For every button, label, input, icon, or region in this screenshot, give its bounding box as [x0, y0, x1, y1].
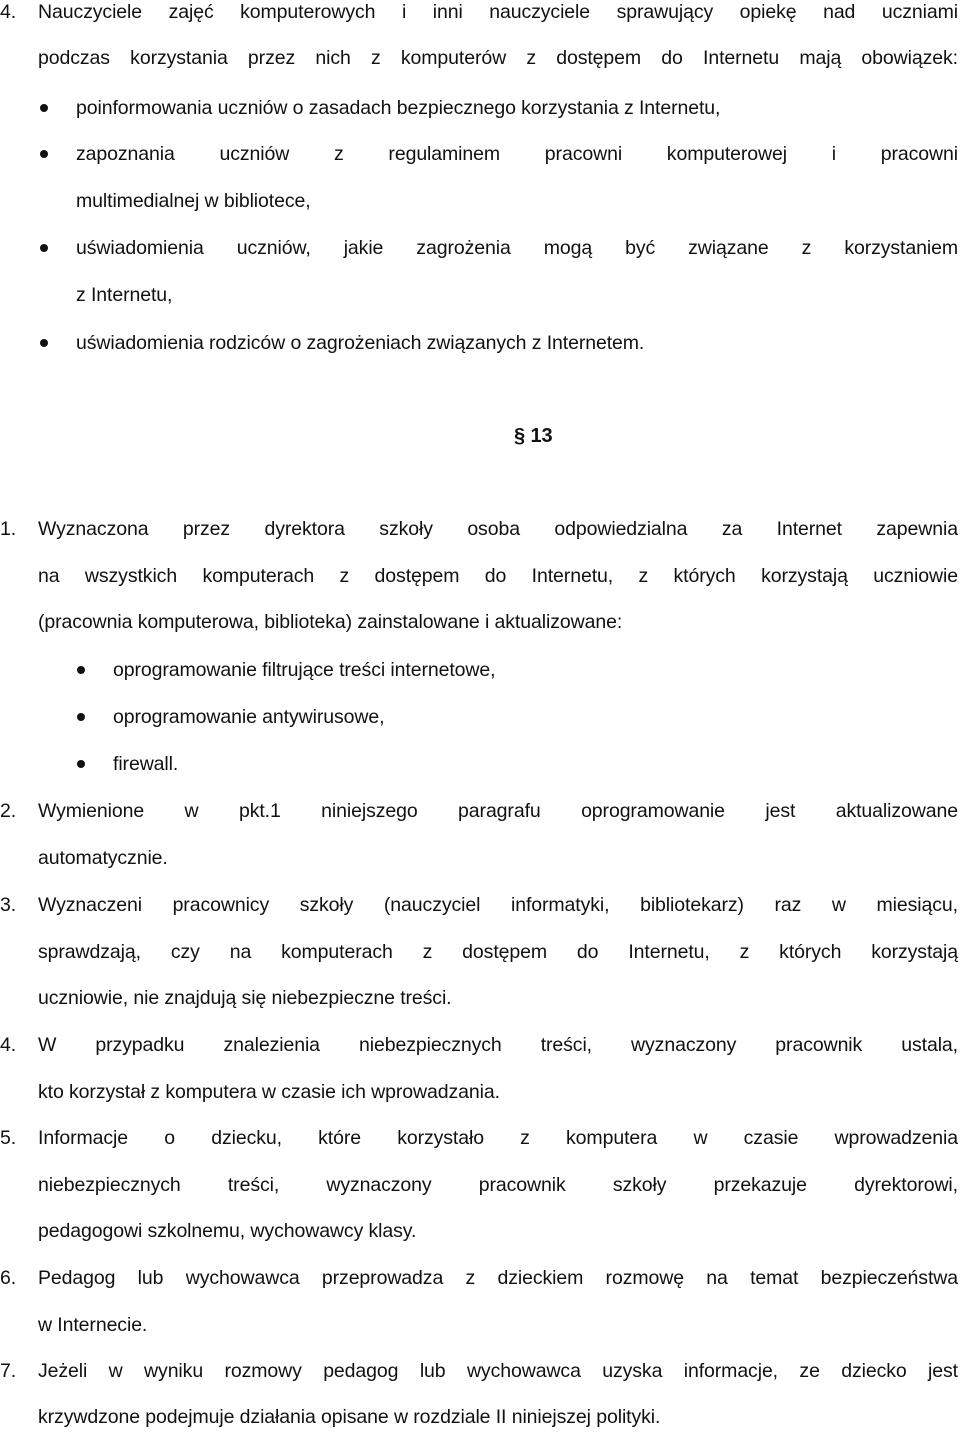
paragraph-line: krzywdzone podejmuje działania opisane w rozdziale II niniejszej polityki. [38, 1406, 661, 1428]
bullet-item: firewall. [113, 753, 179, 775]
paragraph-line: Jeżeli w wyniku rozmowy pedagog lub wychowawca uzyska informacje, ze dziecko jest [38, 1360, 958, 1382]
paragraph-line: Wymienione w pkt.1 niniejszego paragrafu oprogramowanie jest aktualizowane [38, 800, 958, 822]
bullet-dot [77, 666, 85, 674]
bullet-item-continuation: multimedialnej w bibliotece, [76, 190, 311, 212]
item-number: 2. [0, 800, 17, 822]
bullet-item: oprogramowanie antywirusowe, [113, 706, 385, 728]
paragraph-line: sprawdzają, czy na komputerach z dostępem do Internetu, z których korzystają [38, 941, 958, 963]
item-number: 7. [0, 1360, 17, 1382]
bullet-dot [77, 760, 85, 768]
item-number: 4. [0, 1034, 17, 1056]
bullet-item: oprogramowanie filtrujące treści internetowe, [113, 659, 496, 681]
bullet-dot [40, 150, 48, 158]
paragraph-line: uczniowie, nie znajdują się niebezpieczne treści. [38, 987, 452, 1009]
paragraph-line: na wszystkich komputerach z dostępem do Internetu, z których korzystają uczniowie [38, 565, 958, 587]
bullet-item: uświadomienia uczniów, jakie zagrożenia mogą być związane z korzystaniem [76, 237, 958, 259]
paragraph-line: (pracownia komputerowa, biblioteka) zainstalowane i aktualizowane: [38, 611, 623, 633]
paragraph-line: pedagogowi szkolnemu, wychowawcy klasy. [38, 1220, 417, 1242]
item-number: 4. [0, 1, 17, 23]
bullet-item-continuation: z Internetu, [76, 284, 173, 306]
paragraph-line: Informacje o dziecku, które korzystało z komputera w czasie wprowadzenia [38, 1127, 958, 1149]
bullet-dot [40, 339, 48, 347]
bullet-item: uświadomienia rodziców o zagrożeniach związanych z Internetem. [76, 332, 645, 354]
paragraph-line: Wyznaczeni pracownicy szkoły (nauczyciel informatyki, bibliotekarz) raz w miesiącu, [38, 894, 958, 916]
section-heading: § 13 [514, 425, 553, 447]
item-number: 3. [0, 894, 17, 916]
paragraph-line: w Internecie. [38, 1314, 148, 1336]
paragraph-line: kto korzystał z komputera w czasie ich wprowadzania. [38, 1081, 500, 1103]
bullet-dot [40, 244, 48, 252]
paragraph-line: automatycznie. [38, 847, 168, 869]
paragraph-line: Pedagog lub wychowawca przeprowadza z dzieckiem rozmowę na temat bezpieczeństwa [38, 1267, 958, 1289]
paragraph-line: W przypadku znalezienia niebezpiecznych treści, wyznaczony pracownik ustala, [38, 1034, 958, 1056]
item-number: 1. [0, 518, 17, 540]
paragraph-line: niebezpiecznych treści, wyznaczony pracownik szkoły przekazuje dyrektorowi, [38, 1174, 958, 1196]
paragraph-line: Nauczyciele zajęć komputerowych i inni nauczyciele sprawujący opiekę nad uczniami [38, 1, 958, 23]
paragraph-line: Wyznaczona przez dyrektora szkoły osoba odpowiedzialna za Internet zapewnia [38, 518, 958, 540]
item-number: 5. [0, 1127, 17, 1149]
bullet-item: zapoznania uczniów z regulaminem pracowni komputerowej i pracowni [76, 143, 958, 165]
bullet-dot [77, 713, 85, 721]
paragraph-line: podczas korzystania przez nich z komputerów z dostępem do Internetu mają obowiązek: [38, 47, 958, 69]
bullet-dot [40, 104, 48, 112]
bullet-item: poinformowania uczniów o zasadach bezpiecznego korzystania z Internetu, [76, 97, 721, 119]
item-number: 6. [0, 1267, 17, 1289]
